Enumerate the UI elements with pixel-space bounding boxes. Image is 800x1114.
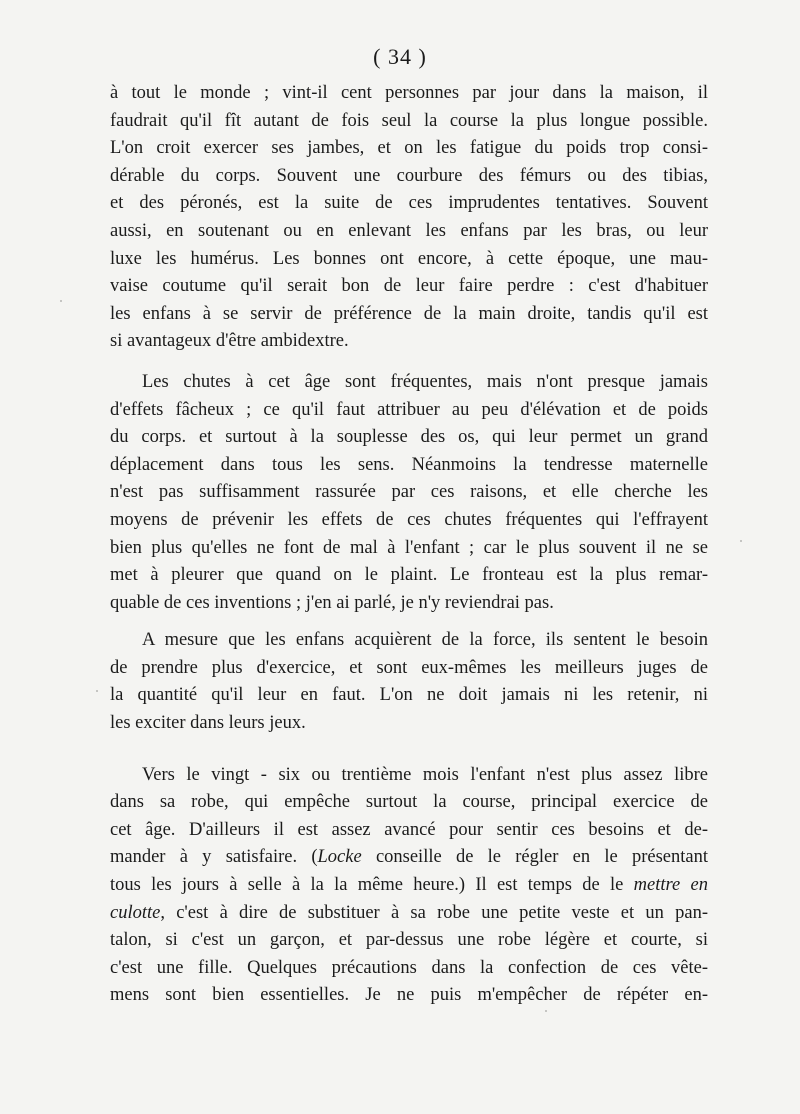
text-line: moyens de prévenir les effets de ces chutes fréquentes qui l'effrayent [110,509,708,530]
text-line: faudrait qu'il fît autant de fois seul la course la plus longue possible. [110,110,708,131]
text-line: mens sont bien essentielles. Je ne puis m'empêcher de répéter en- [110,985,708,1006]
italic-phrase: mettre en [633,875,708,896]
text-segment: conseille de le régler en le présentant [361,847,708,868]
text-line: bien plus qu'elles ne font de mal à l'enfant ; car le plus souvent il ne se [110,537,708,558]
text-line: luxe les humérus. Les bonnes ont encore, à cette époque, une mau- [110,248,708,269]
text-line: déplacement dans tous les sens. Néanmoins la tendresse maternelle [110,454,708,475]
italic-name: Locke [317,847,362,868]
text-segment: tous les jours à selle à la la même heure.) Il est temps de le [110,875,634,896]
text-line: cet âge. D'ailleurs il est assez avancé pour sentir ces besoins et de- [110,819,708,840]
text-line: L'on croit exercer ses jambes, et on les fatigue du poids trop consi- [110,138,708,159]
text-line: dérable du corps. Souvent une courbure des fémurs ou des tibias, [110,165,708,186]
text-line: Les chutes à cet âge sont fréquentes, mais n'ont presque jamais [142,371,708,392]
paper-speck [545,1010,547,1012]
text-line: Vers le vingt - six ou trentième mois l'enfant n'est plus assez libre [142,764,708,785]
text-line: si avantageux d'être ambidextre. [110,331,349,352]
text-line: dans sa robe, qui empêche surtout la course, principal exercice de [110,792,708,813]
text-line: d'effets fâcheux ; ce qu'il faut attribuer au peu d'élévation et de poids [110,399,708,420]
text-line [110,900,708,928]
text-line: à tout le monde ; vint-il cent personnes par jour dans la maison, il [110,83,708,103]
text-line: n'est pas suffisamment rassurée par ces raisons, et elle cherche les [110,482,708,503]
text-segment: mander à y satisfaire. ( [110,847,318,868]
text-line: la quantité qu'il leur en faut. L'on ne doit jamais ni les retenir, ni [110,685,708,706]
text-segment: , c'est à dire de substituer à sa robe une petite veste et un pan- [160,902,708,923]
text-line: les enfans à se servir de préférence de la main droite, tandis qu'il est [110,303,708,324]
text-line: talon, si c'est un garçon, et par-dessus une robe légère et courte, si [110,930,708,951]
text-line: c'est une fille. Quelques précautions dans la confection de ces vête- [110,957,708,978]
paper-speck [60,300,62,302]
paragraph-2 [110,369,708,617]
italic-phrase: culotte [110,902,161,923]
page-number: ( 34 ) [373,44,427,69]
text-line: vaise coutume qu'il serait bon de leur faire perdre : c'est d'habituer [110,276,708,297]
text-line: du corps. et surtout à la souplesse des os, qui leur permet un grand [110,427,708,448]
text-line: les exciter dans leurs jeux. [110,713,306,734]
text-line [110,872,708,900]
paragraph-3 [110,627,708,737]
text-line: A mesure que les enfans acquièrent de la force, ils sentent le besoin [142,630,708,651]
body-text [110,80,708,1010]
text-line [110,844,708,872]
paper-speck [96,690,98,692]
text-line: et des péronés, est la suite de ces imprudentes tentatives. Souvent [110,193,708,214]
paragraph-1 [110,80,708,356]
paper-speck [740,540,742,542]
text-line: de prendre plus d'exercice, et sont eux-mêmes les meilleurs juges de [110,657,708,678]
text-line: met à pleurer que quand on le plaint. Le fronteau est la plus remar- [110,565,708,586]
paragraph-4 [110,762,708,1010]
text-line: quable de ces inventions ; j'en ai parlé, je n'y reviendrai pas. [110,592,554,613]
text-line: aussi, en soutenant ou en enlevant les enfans par les bras, ou leur [110,220,708,241]
